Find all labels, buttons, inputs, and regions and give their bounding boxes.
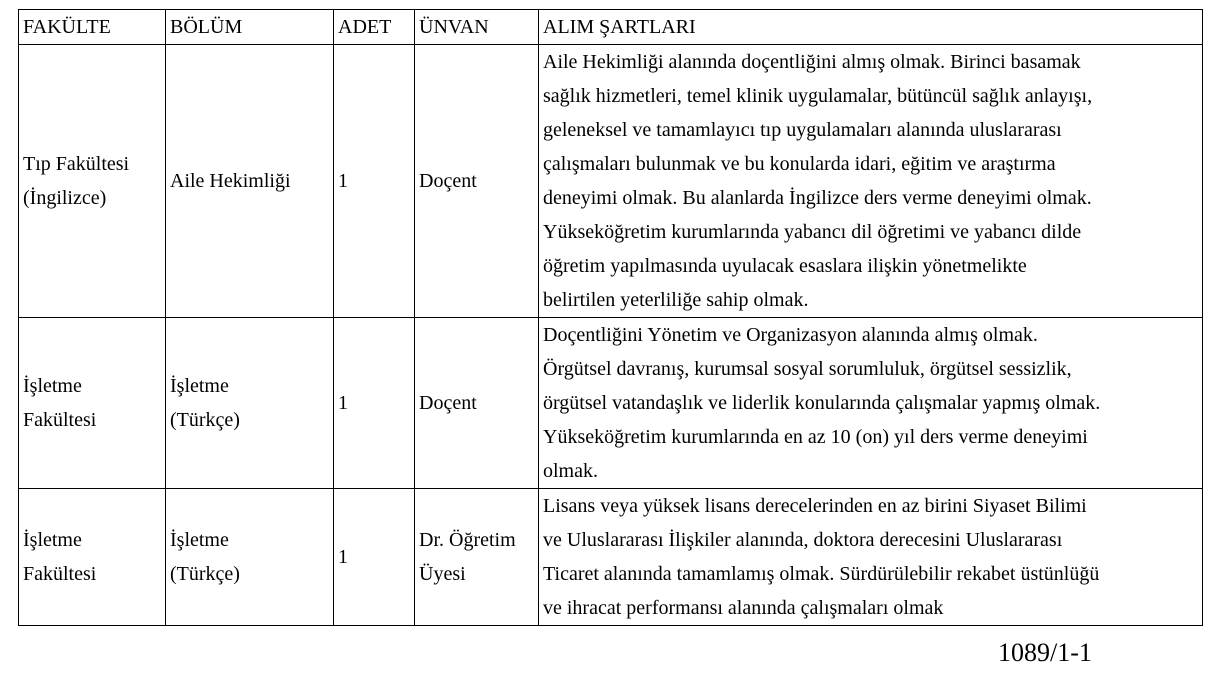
req-line: deneyimi olmak. Bu alanlarda İngilizce ders verme deneyimi olmak. bbox=[543, 187, 1092, 209]
cell-line: Aile Hekimliği bbox=[170, 170, 291, 192]
cell-title bbox=[415, 318, 539, 489]
cell-count: 1 bbox=[334, 318, 415, 489]
cell-line: Dr. Öğretim bbox=[419, 529, 516, 551]
cell-line: Üyesi bbox=[419, 563, 466, 585]
cell-line: Fakültesi bbox=[23, 409, 97, 431]
req-line: Ticaret alanında tamamlamış olmak. Sürdürülebilir rekabet üstünlüğü bbox=[543, 563, 1100, 585]
cell-line: Doçent bbox=[419, 170, 477, 192]
header-requirements: ALIM ŞARTLARI bbox=[539, 10, 1203, 45]
cell-faculty bbox=[19, 318, 166, 489]
cell-faculty bbox=[19, 489, 166, 626]
cell-line: İşletme bbox=[170, 375, 229, 397]
cell-requirements bbox=[539, 45, 1203, 318]
cell-faculty bbox=[19, 45, 166, 318]
header-department: BÖLÜM bbox=[166, 10, 334, 45]
cell-department bbox=[166, 45, 334, 318]
req-line: ve ihracat performansı alanında çalışmaları olmak bbox=[543, 597, 944, 619]
header-title: ÜNVAN bbox=[415, 10, 539, 45]
cell-line: Fakültesi bbox=[23, 563, 97, 585]
cell-count: 1 bbox=[334, 489, 415, 626]
req-line: Yükseköğretim kurumlarında yabancı dil öğretimi ve yabancı dilde bbox=[543, 221, 1082, 243]
cell-line: (İngilizce) bbox=[23, 187, 107, 209]
req-line: Örgütsel davranış, kurumsal sosyal sorumluluk, örgütsel sessizlik, bbox=[543, 358, 1072, 380]
req-line: Lisans veya yüksek lisans derecelerinden en az birini Siyaset Bilimi bbox=[543, 495, 1087, 517]
header-faculty: FAKÜLTE bbox=[19, 10, 166, 45]
req-line: Doçentliğini Yönetim ve Organizasyon alanında almış olmak. bbox=[543, 324, 1038, 346]
header-row bbox=[19, 10, 1203, 45]
cell-line: Doçent bbox=[419, 392, 477, 414]
cell-department bbox=[166, 489, 334, 626]
cell-line: Tıp Fakültesi bbox=[23, 153, 130, 175]
cell-requirements bbox=[539, 318, 1203, 489]
cell-line: İşletme bbox=[170, 529, 229, 551]
req-line: sağlık hizmetleri, temel klinik uygulamalar, bütüncül sağlık anlayışı, bbox=[543, 85, 1093, 107]
req-line: ve Uluslararası İlişkiler alanında, doktora derecesini Uluslararası bbox=[543, 529, 1063, 551]
req-line: örgütsel vatandaşlık ve liderlik konularında çalışmalar yapmış olmak. bbox=[543, 392, 1101, 414]
req-line: belirtilen yeterliliğe sahip olmak. bbox=[543, 289, 809, 311]
cell-title bbox=[415, 45, 539, 318]
announcement-table bbox=[18, 9, 1203, 626]
cell-line: İşletme bbox=[23, 375, 82, 397]
req-line: geleneksel ve tamamlayıcı tıp uygulamaları alanında uluslararası bbox=[543, 119, 1062, 141]
cell-line: (Türkçe) bbox=[170, 563, 240, 585]
req-line: çalışmaları bulunmak ve bu konularda idari, eğitim ve araştırma bbox=[543, 153, 1056, 175]
cell-title bbox=[415, 489, 539, 626]
cell-line: İşletme bbox=[23, 529, 82, 551]
reference-number: 1089/1-1 bbox=[998, 638, 1092, 667]
req-line: Yükseköğretim kurumlarında en az 10 (on) yıl ders verme deneyimi bbox=[543, 426, 1088, 448]
cell-requirements bbox=[539, 489, 1203, 626]
req-line: öğretim yapılmasında uyulacak esaslara ilişkin yönetmelikte bbox=[543, 255, 1027, 277]
table-row bbox=[19, 318, 1203, 489]
req-line: olmak. bbox=[543, 460, 598, 482]
table-row bbox=[19, 45, 1203, 318]
cell-department bbox=[166, 318, 334, 489]
cell-count: 1 bbox=[334, 45, 415, 318]
table-row bbox=[19, 489, 1203, 626]
cell-line: (Türkçe) bbox=[170, 409, 240, 431]
header-count: ADET bbox=[334, 10, 415, 45]
req-line: Aile Hekimliği alanında doçentliğini almış olmak. Birinci basamak bbox=[543, 51, 1081, 73]
